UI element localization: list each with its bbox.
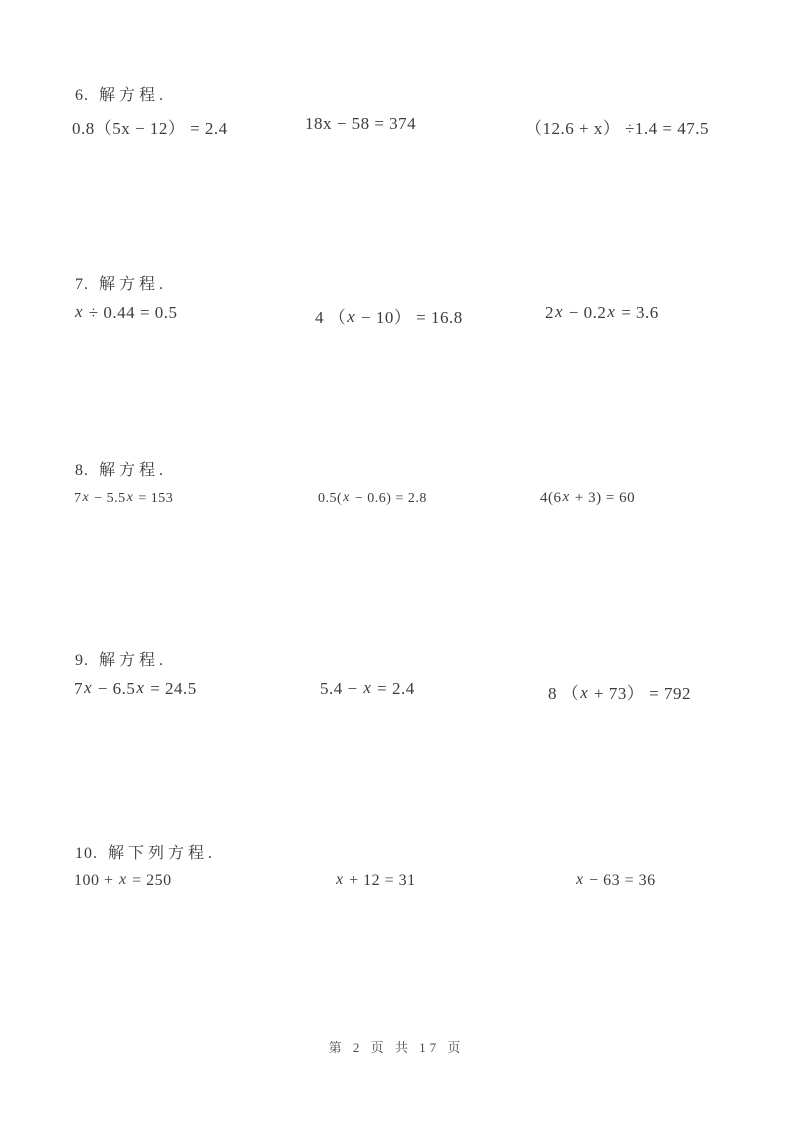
- equation: 2x − 0.2x = 3.6: [545, 302, 659, 322]
- problem-title: 解方程.: [99, 87, 168, 104]
- problem-title: 解方程.: [99, 462, 168, 479]
- equation: 7x − 5.5x = 153: [74, 490, 174, 506]
- problem-title: 解方程.: [99, 276, 168, 293]
- problem-title: 解方程.: [99, 652, 168, 669]
- problem-10: [0, 840, 793, 900]
- problem-heading: [75, 840, 216, 863]
- equation: x ÷ 0.44 = 0.5: [75, 302, 178, 322]
- problem-6: [0, 82, 793, 142]
- problem-heading: [75, 647, 167, 670]
- equation: 5.4 − x = 2.4: [320, 678, 415, 698]
- problem-number: 7.: [75, 276, 89, 293]
- problem-number: 8.: [75, 462, 89, 479]
- problem-8: [0, 457, 793, 517]
- equation: 0.8（5x − 12） = 2.4: [72, 119, 228, 138]
- problem-9: [0, 647, 793, 707]
- equation: 100 + x = 250: [74, 871, 172, 889]
- equation: 0.5(x − 0.6) = 2.8: [318, 490, 427, 506]
- equation: 4 （x − 10） = 16.8: [315, 307, 463, 327]
- problem-7: [0, 271, 793, 331]
- page-footer: 第 2 页 共 17 页: [328, 1040, 465, 1055]
- problem-title: 解下列方程.: [108, 845, 217, 862]
- equation: x − 63 = 36: [576, 871, 656, 889]
- problem-number: 6.: [75, 87, 89, 104]
- equation: 8 （x + 73） = 792: [548, 683, 691, 703]
- equation: x + 12 = 31: [336, 871, 416, 889]
- equation: 18x − 58 = 374: [305, 114, 417, 133]
- equation: 4(6x + 3) = 60: [540, 489, 636, 506]
- problem-heading: [75, 457, 167, 480]
- problem-number: 9.: [75, 652, 89, 669]
- equation: 7x − 6.5x = 24.5: [74, 678, 197, 698]
- equation: （12.6 + x） ÷1.4 = 47.5: [525, 119, 710, 138]
- problem-heading: [75, 271, 167, 294]
- problem-heading: [75, 82, 167, 105]
- problem-number: 10.: [75, 845, 98, 862]
